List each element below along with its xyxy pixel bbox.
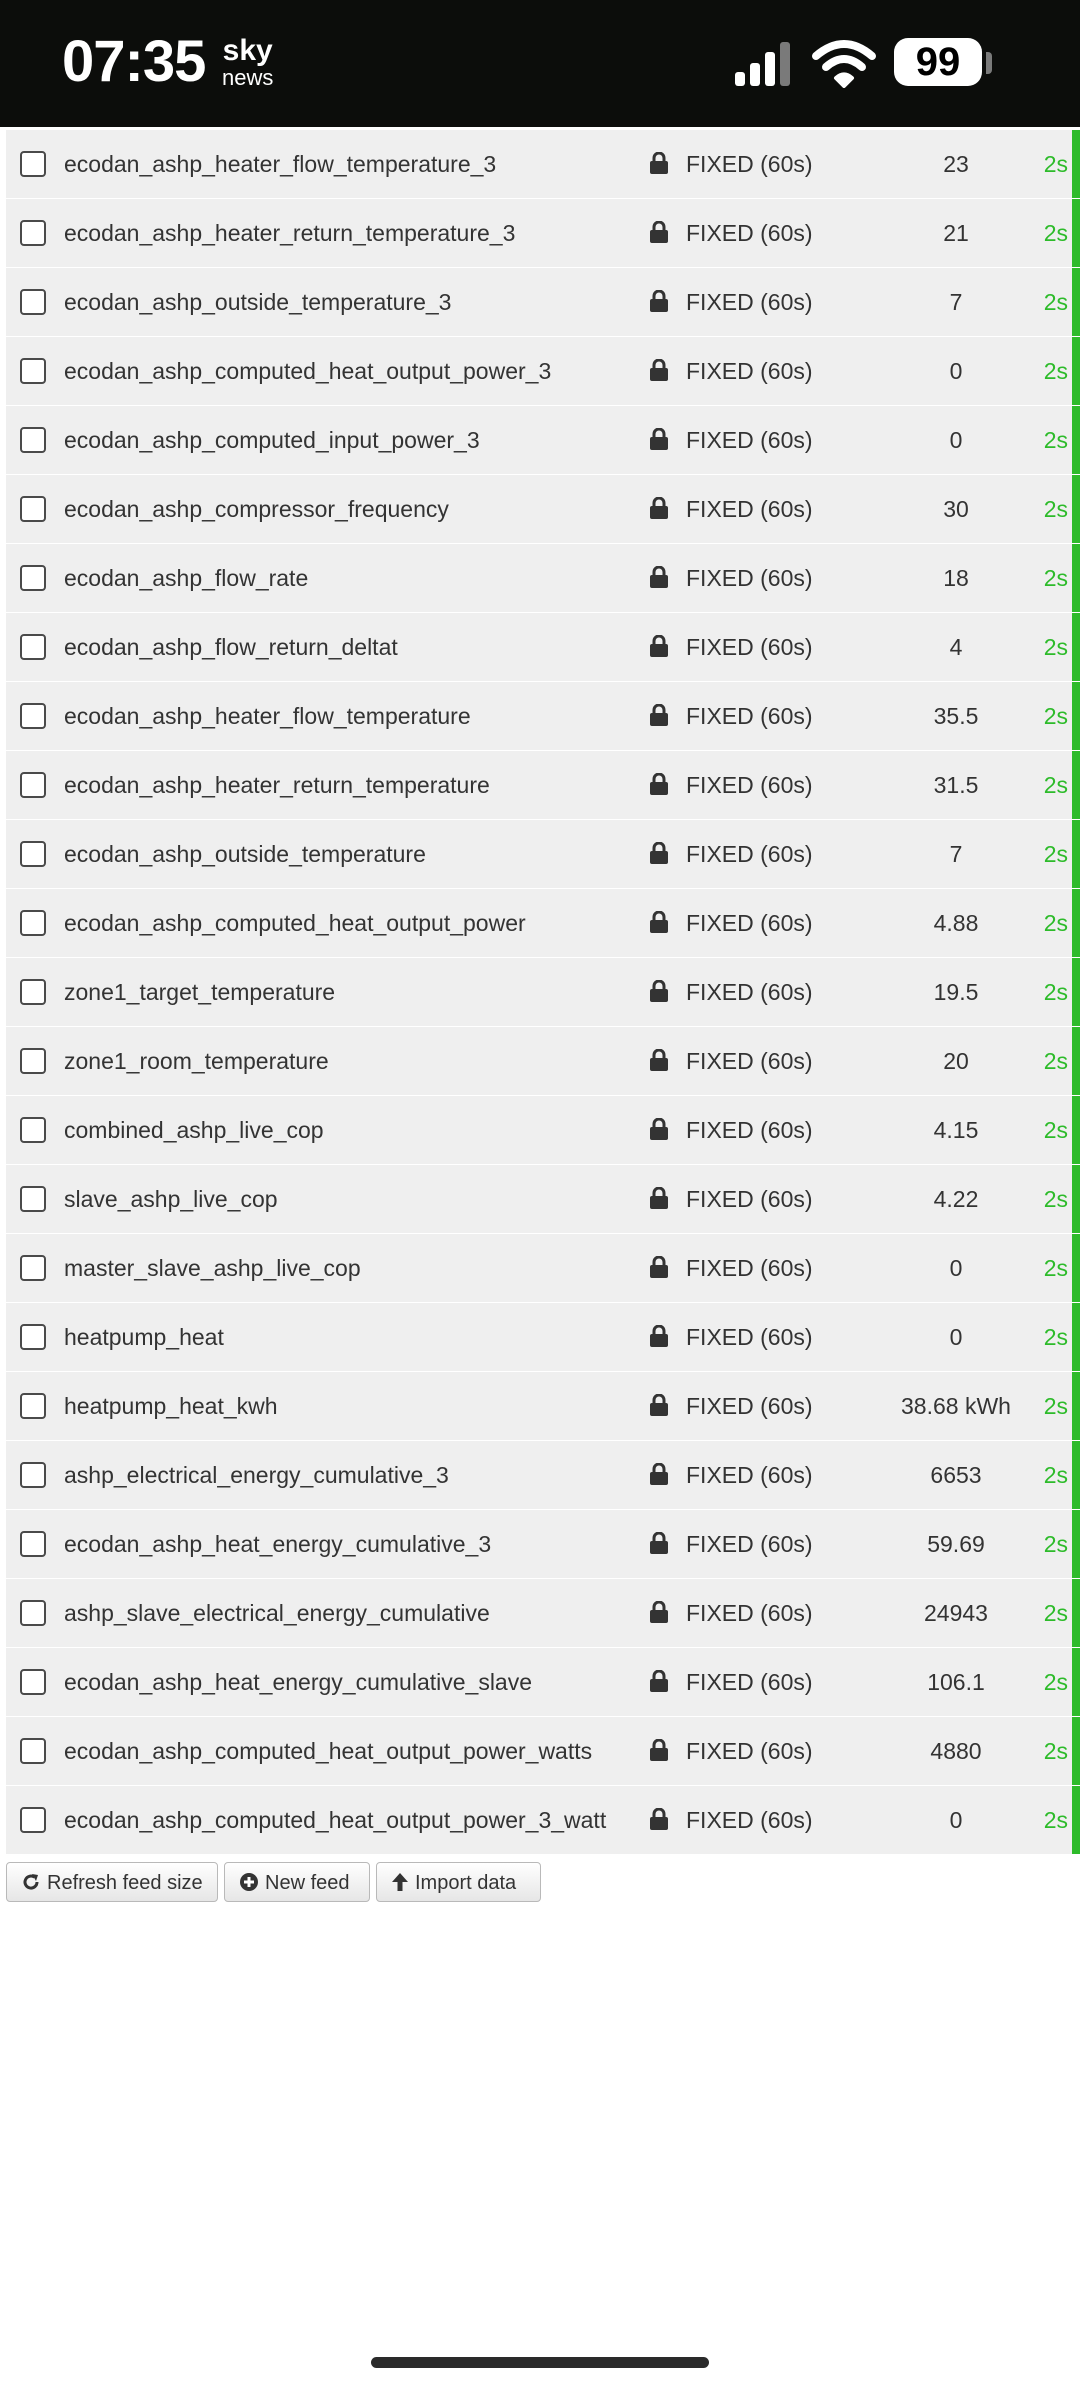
feed-value: 106.1 [927, 1669, 985, 1695]
feed-updated: 2s [1043, 1255, 1068, 1281]
feed-status-bar [1072, 130, 1080, 198]
lock-icon [649, 290, 669, 317]
feed-status-bar [1072, 1786, 1080, 1854]
feed-updated: 2s [1043, 1531, 1068, 1557]
feed-engine: FIXED (60s) [686, 910, 813, 936]
feed-row[interactable] [6, 889, 1080, 958]
feed-row[interactable] [6, 475, 1080, 544]
feed-status-bar [1072, 958, 1080, 1026]
clock: 07:35 [62, 29, 206, 94]
feed-status-bar [1072, 406, 1080, 474]
feed-updated: 2s [1043, 358, 1068, 384]
new-feed-button[interactable] [224, 1862, 370, 1902]
import-label: Import data [415, 1872, 517, 1894]
feed-row[interactable] [6, 1027, 1080, 1096]
feed-engine: FIXED (60s) [686, 703, 813, 729]
feed-name[interactable]: ecodan_ashp_heat_energy_cumulative_3 [64, 1531, 492, 1557]
feed-updated: 2s [1043, 841, 1068, 867]
feed-engine: FIXED (60s) [686, 1324, 813, 1350]
feed-updated: 2s [1043, 496, 1068, 522]
feed-select-checkbox[interactable] [20, 220, 46, 246]
feed-row[interactable] [6, 1096, 1080, 1165]
feed-select-checkbox[interactable] [20, 841, 46, 867]
feed-name[interactable]: ecodan_ashp_computed_input_power_3 [64, 427, 480, 453]
lock-icon [649, 221, 669, 248]
feed-select-checkbox[interactable] [20, 151, 46, 177]
feed-name[interactable]: heatpump_heat_kwh [64, 1393, 278, 1419]
feed-row[interactable] [6, 1165, 1080, 1234]
feed-engine: FIXED (60s) [686, 565, 813, 591]
lock-icon [649, 1187, 669, 1214]
feed-name[interactable]: ecodan_ashp_heater_return_temperature [64, 772, 490, 798]
feed-engine: FIXED (60s) [686, 496, 813, 522]
feed-engine: FIXED (60s) [686, 1048, 813, 1074]
feed-value: 59.69 [927, 1531, 985, 1557]
feed-engine: FIXED (60s) [686, 1393, 813, 1419]
feed-engine: FIXED (60s) [686, 1600, 813, 1626]
cellular-signal-icon [733, 40, 795, 86]
feed-status-bar [1072, 1510, 1080, 1578]
feed-status-bar [1072, 1717, 1080, 1785]
feed-row[interactable] [6, 544, 1080, 613]
feed-row[interactable] [6, 1717, 1080, 1786]
feed-status-bar [1072, 1372, 1080, 1440]
feed-value: 0 [949, 1324, 963, 1350]
feed-engine: FIXED (60s) [686, 1669, 813, 1695]
feed-select-checkbox[interactable] [20, 427, 46, 453]
feed-name[interactable]: ecodan_ashp_flow_rate [64, 565, 309, 591]
feed-updated: 2s [1043, 703, 1068, 729]
feed-select-checkbox[interactable] [20, 910, 46, 936]
feed-engine: FIXED (60s) [686, 772, 813, 798]
feed-row[interactable] [6, 1786, 1080, 1855]
feed-row[interactable] [6, 1303, 1080, 1372]
feed-updated: 2s [1043, 772, 1068, 798]
feed-status-bar [1072, 613, 1080, 681]
lock-icon [649, 1394, 669, 1421]
feed-status-bar [1072, 1165, 1080, 1233]
feed-updated: 2s [1043, 1462, 1068, 1488]
feed-name[interactable]: ecodan_ashp_heater_flow_temperature [64, 703, 471, 729]
feed-select-checkbox[interactable] [20, 634, 46, 660]
lock-icon [649, 1601, 669, 1628]
feed-name[interactable]: ecodan_ashp_flow_return_deltat [64, 634, 398, 660]
import-data-button[interactable] [376, 1862, 541, 1902]
feed-value: 0 [949, 1807, 963, 1833]
feed-name[interactable]: ecodan_ashp_heat_energy_cumulative_slave [64, 1669, 533, 1695]
refresh-feed-size-button[interactable] [6, 1862, 218, 1902]
feed-row[interactable] [6, 682, 1080, 751]
feed-select-checkbox[interactable] [20, 1186, 46, 1212]
brand-line2: news [222, 65, 274, 90]
feed-name[interactable]: ashp_slave_electrical_energy_cumulative [64, 1600, 490, 1626]
feed-status-bar [1072, 337, 1080, 405]
feed-engine: FIXED (60s) [686, 979, 813, 1005]
feed-updated: 2s [1043, 1669, 1068, 1695]
feed-list [6, 130, 1080, 1855]
feed-select-checkbox[interactable] [20, 1324, 46, 1350]
feed-updated: 2s [1043, 220, 1068, 246]
feed-select-checkbox[interactable] [20, 1531, 46, 1557]
feed-updated: 2s [1043, 1807, 1068, 1833]
feed-updated: 2s [1043, 1117, 1068, 1143]
feed-name[interactable]: combined_ashp_live_cop [64, 1117, 324, 1143]
feed-value: 31.5 [933, 772, 979, 798]
feed-value: 35.5 [933, 703, 979, 729]
feed-status-bar [1072, 544, 1080, 612]
feed-status-bar [1072, 1234, 1080, 1302]
feed-updated: 2s [1043, 1186, 1068, 1212]
feed-row[interactable] [6, 1234, 1080, 1303]
feed-row[interactable] [6, 1510, 1080, 1579]
lock-icon [649, 980, 669, 1007]
feed-value: 30 [943, 496, 969, 522]
feed-name[interactable]: ashp_electrical_energy_cumulative_3 [64, 1462, 449, 1488]
lock-icon [649, 1118, 669, 1145]
feed-name[interactable]: slave_ashp_live_cop [64, 1186, 278, 1212]
new-feed-label: New feed [265, 1872, 350, 1894]
feed-status-bar [1072, 1303, 1080, 1371]
feed-updated: 2s [1043, 1600, 1068, 1626]
home-indicator[interactable] [371, 2357, 709, 2368]
status-bar [0, 0, 1080, 127]
feed-updated: 2s [1043, 1738, 1068, 1764]
feed-updated: 2s [1043, 1324, 1068, 1350]
feed-row[interactable] [6, 268, 1080, 337]
feed-select-checkbox[interactable] [20, 289, 46, 315]
feed-value: 19.5 [933, 979, 979, 1005]
feed-engine: FIXED (60s) [686, 1738, 813, 1764]
wifi-icon [812, 38, 876, 88]
lock-icon [649, 497, 669, 524]
feed-value: 0 [949, 427, 963, 453]
feed-engine: FIXED (60s) [686, 1117, 813, 1143]
feed-status-bar [1072, 820, 1080, 888]
refresh-icon [21, 1872, 41, 1892]
feed-row[interactable] [6, 130, 1080, 199]
lock-icon [649, 359, 669, 386]
feed-name[interactable]: ecodan_ashp_heater_flow_temperature_3 [64, 151, 497, 177]
lock-icon [649, 566, 669, 593]
feed-row[interactable] [6, 406, 1080, 475]
feed-engine: FIXED (60s) [686, 1462, 813, 1488]
feed-value: 4.15 [933, 1117, 979, 1143]
feed-name[interactable]: ecodan_ashp_computed_heat_output_power [64, 910, 526, 936]
feed-status-bar [1072, 1648, 1080, 1716]
feed-engine: FIXED (60s) [686, 358, 813, 384]
feed-status-bar [1072, 1441, 1080, 1509]
brand-line1: sky [222, 34, 273, 67]
feed-name[interactable]: ecodan_ashp_computed_heat_output_power_watts [64, 1738, 593, 1764]
feed-select-checkbox[interactable] [20, 1669, 46, 1695]
feed-value: 4.22 [933, 1186, 979, 1212]
feed-status-bar [1072, 751, 1080, 819]
feed-status-bar [1072, 682, 1080, 750]
feed-engine: FIXED (60s) [686, 841, 813, 867]
feed-value: 7 [949, 289, 963, 315]
feed-name[interactable]: ecodan_ashp_compressor_frequency [64, 496, 449, 522]
feed-name[interactable]: master_slave_ashp_live_cop [64, 1255, 361, 1281]
feed-status-bar [1072, 199, 1080, 267]
lock-icon [649, 842, 669, 869]
lock-icon [649, 1049, 669, 1076]
feed-updated: 2s [1043, 289, 1068, 315]
feed-engine: FIXED (60s) [686, 1531, 813, 1557]
arrow-up-icon [391, 1872, 409, 1892]
feed-engine: FIXED (60s) [686, 151, 813, 177]
feed-select-checkbox[interactable] [20, 1600, 46, 1626]
feed-status-bar [1072, 1096, 1080, 1164]
feed-status-bar [1072, 889, 1080, 957]
feed-engine: FIXED (60s) [686, 427, 813, 453]
lock-icon [649, 773, 669, 800]
feed-value: 4.88 [933, 910, 979, 936]
feed-status-bar [1072, 268, 1080, 336]
feed-row[interactable] [6, 820, 1080, 889]
feed-select-checkbox[interactable] [20, 1117, 46, 1143]
feed-select-checkbox[interactable] [20, 358, 46, 384]
feed-updated: 2s [1043, 910, 1068, 936]
feed-select-checkbox[interactable] [20, 703, 46, 729]
battery-indicator: 99 [894, 38, 982, 86]
feed-row[interactable] [6, 1579, 1080, 1648]
battery-tip [986, 52, 992, 74]
feed-row[interactable] [6, 1372, 1080, 1441]
lock-icon [649, 635, 669, 662]
feed-select-checkbox[interactable] [20, 1738, 46, 1764]
lock-icon [649, 1808, 669, 1835]
feed-row[interactable] [6, 1441, 1080, 1510]
sky-news-logo [222, 36, 273, 89]
feed-status-bar [1072, 1027, 1080, 1095]
feed-updated: 2s [1043, 1048, 1068, 1074]
feed-select-checkbox[interactable] [20, 565, 46, 591]
feed-value: 23 [943, 151, 969, 177]
feed-updated: 2s [1043, 427, 1068, 453]
feed-value: 6653 [930, 1462, 982, 1488]
feed-select-checkbox[interactable] [20, 1462, 46, 1488]
lock-icon [649, 1463, 669, 1490]
lock-icon [649, 1256, 669, 1283]
feed-status-bar [1072, 1579, 1080, 1647]
feed-value: 21 [943, 220, 969, 246]
feed-engine: FIXED (60s) [686, 1186, 813, 1212]
plus-circle-icon [239, 1872, 259, 1892]
feed-value: 24943 [924, 1600, 988, 1626]
lock-icon [649, 911, 669, 938]
feed-row[interactable] [6, 613, 1080, 682]
feed-select-checkbox[interactable] [20, 1048, 46, 1074]
lock-icon [649, 1670, 669, 1697]
feed-name[interactable]: zone1_target_temperature [64, 979, 336, 1005]
lock-icon [649, 1739, 669, 1766]
feed-updated: 2s [1043, 979, 1068, 1005]
refresh-label: Refresh feed size [47, 1872, 203, 1894]
feed-select-checkbox[interactable] [20, 496, 46, 522]
feed-value: 0 [949, 1255, 963, 1281]
feed-select-checkbox[interactable] [20, 1255, 46, 1281]
feed-value: 7 [949, 841, 963, 867]
feed-row[interactable] [6, 199, 1080, 268]
lock-icon [649, 428, 669, 455]
feed-updated: 2s [1043, 634, 1068, 660]
feed-value: 0 [949, 358, 963, 384]
feed-select-checkbox[interactable] [20, 1393, 46, 1419]
feed-name[interactable]: zone1_room_temperature [64, 1048, 329, 1074]
feed-value: 38.68 kWh [901, 1393, 1011, 1419]
feed-engine: FIXED (60s) [686, 220, 813, 246]
feed-engine: FIXED (60s) [686, 634, 813, 660]
feed-select-checkbox[interactable] [20, 1807, 46, 1833]
feed-row[interactable] [6, 958, 1080, 1027]
feed-engine: FIXED (60s) [686, 1255, 813, 1281]
feed-status-bar [1072, 475, 1080, 543]
feed-name[interactable]: ecodan_ashp_computed_heat_output_power_3 [64, 358, 552, 384]
feed-updated: 2s [1043, 1393, 1068, 1419]
feed-row[interactable] [6, 751, 1080, 820]
feed-select-checkbox[interactable] [20, 772, 46, 798]
feed-value: 4 [949, 634, 963, 660]
feed-updated: 2s [1043, 565, 1068, 591]
feed-row[interactable] [6, 1648, 1080, 1717]
feed-select-checkbox[interactable] [20, 979, 46, 1005]
feed-value: 20 [943, 1048, 969, 1074]
feed-value: 18 [943, 565, 969, 591]
feed-name[interactable]: ecodan_ashp_computed_heat_output_power_3_watt [64, 1807, 607, 1833]
feed-name[interactable]: ecodan_ashp_outside_temperature [64, 841, 426, 867]
lock-icon [649, 1325, 669, 1352]
lock-icon [649, 1532, 669, 1559]
feed-name[interactable]: ecodan_ashp_outside_temperature_3 [64, 289, 452, 315]
feed-updated: 2s [1043, 151, 1068, 177]
feed-value: 4880 [930, 1738, 982, 1764]
feed-name[interactable]: heatpump_heat [64, 1324, 224, 1350]
lock-icon [649, 152, 669, 179]
feed-engine: FIXED (60s) [686, 289, 813, 315]
feed-name[interactable]: ecodan_ashp_heater_return_temperature_3 [64, 220, 516, 246]
feed-engine: FIXED (60s) [686, 1807, 813, 1833]
lock-icon [649, 704, 669, 731]
feed-row[interactable] [6, 337, 1080, 406]
